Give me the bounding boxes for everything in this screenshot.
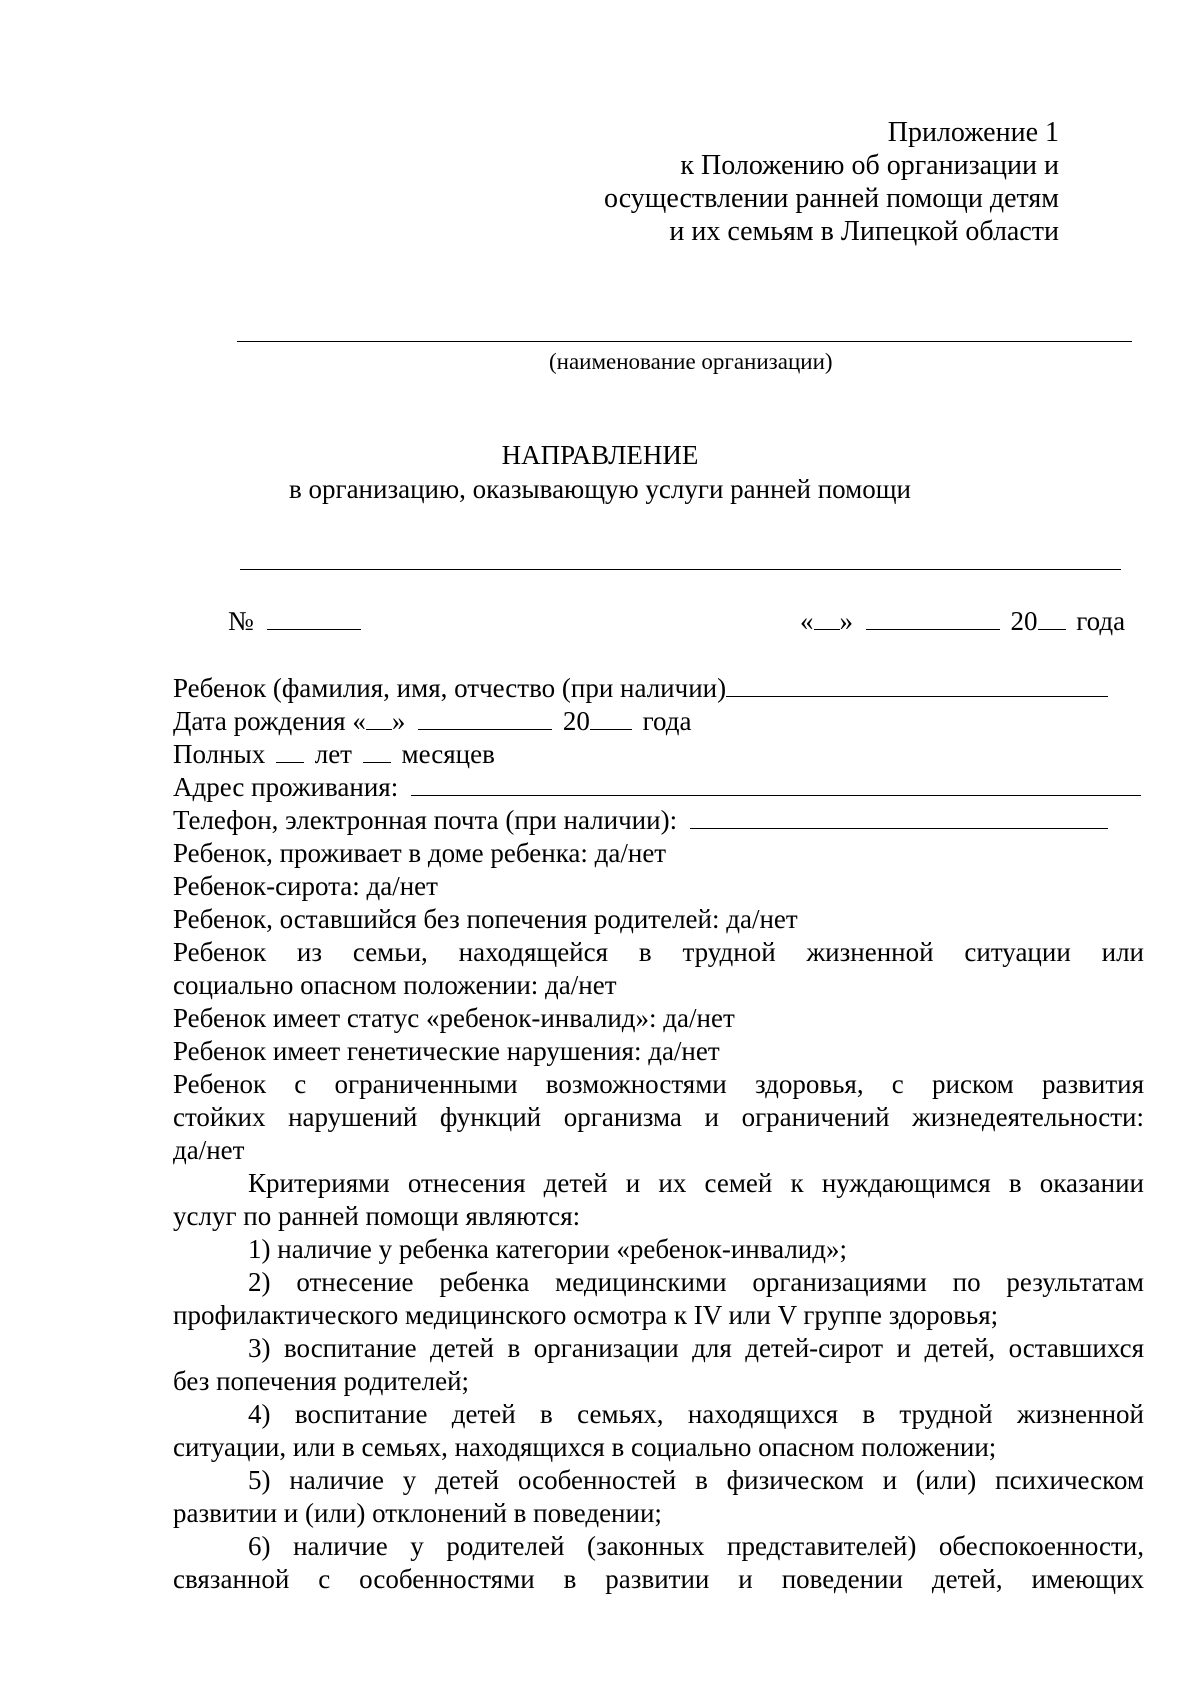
child-name-label: Ребенок (фамилия, имя, отчество (при наличии) <box>173 673 727 703</box>
birth-date-label: Дата рождения « <box>173 706 366 736</box>
appendix-line-4: и их семьям в Липецкой области <box>669 216 1059 247</box>
criterion-5-line-2: развитии и (или) отклонений в поведении; <box>173 1498 662 1528</box>
phone-blank <box>690 806 1108 829</box>
age-months-blank <box>363 740 391 763</box>
criterion-2-line-2: профилактического медицинского осмотра к IV или V группе здоровья; <box>173 1300 999 1330</box>
limited-line-3: да/нет <box>173 1135 245 1165</box>
separator-line <box>240 569 1121 570</box>
limited-line-1: Ребенок с ограниченными возможностями здоровья, с риском развития <box>173 1069 1144 1099</box>
criteria-intro-1: Критериями отнесения детей и их семей к нуждающимся в оказании <box>248 1168 1144 1198</box>
year-blank <box>1038 607 1066 630</box>
orphan-line: Ребенок-сирота: да/нет <box>173 871 438 901</box>
appendix-line-1: Приложение 1 <box>887 117 1059 148</box>
birth-date-line <box>173 705 1144 738</box>
phone-label: Телефон, электронная почта (при наличии): <box>173 805 678 835</box>
address-blank <box>411 773 1141 796</box>
birth-year-prefix: 20 <box>562 706 590 736</box>
birth-year-word: года <box>642 706 692 736</box>
birth-day-blank <box>366 707 392 730</box>
appendix-line-2: к Положению об организации и <box>680 150 1059 181</box>
age-line <box>173 738 1144 771</box>
appendix-line-3: осуществлении ранней помощи детям <box>604 183 1059 214</box>
date-year-prefix: 20 <box>1010 606 1038 636</box>
day-blank <box>814 607 840 630</box>
org-name-line <box>237 341 1132 342</box>
number-blank <box>267 607 361 630</box>
birth-year-blank <box>590 707 632 730</box>
date-year-word: года <box>1076 606 1126 636</box>
age-full-label: Полных <box>173 739 266 769</box>
criterion-2-line-1: 2) отнесение ребенка медицинскими организациями по результатам <box>248 1267 1144 1297</box>
document-title: НАПРАВЛЕНИЕ <box>501 440 699 470</box>
no-care-line: Ребенок, оставшийся без попечения родителей: да/нет <box>173 904 798 934</box>
address-line <box>173 771 1144 804</box>
criterion-6-line-1: 6) наличие у родителей (законных представителей) обеспокоенности, <box>248 1531 1144 1561</box>
org-name-caption: (наименование организации) <box>549 349 833 374</box>
number-field <box>228 606 361 637</box>
orphanage-line: Ребенок, проживает в доме ребенка: да/нет <box>173 838 667 868</box>
date-field <box>800 606 1125 637</box>
criterion-4-line-1: 4) воспитание детей в семьях, находящихся в трудной жизненной <box>248 1399 1144 1429</box>
limited-line-2: стойких нарушений функций организма и ограничений жизнедеятельности: <box>173 1102 1144 1132</box>
criteria-intro-2: услуг по ранней помощи являются: <box>173 1201 581 1231</box>
age-months-label: месяцев <box>401 739 495 769</box>
age-years-label: лет <box>314 739 352 769</box>
number-label: № <box>228 606 254 636</box>
phone-line <box>173 804 1144 837</box>
address-label: Адрес проживания: <box>173 772 399 802</box>
document-subtitle: в организацию, оказывающую услуги ранней помощи <box>289 474 911 504</box>
age-years-blank <box>276 740 304 763</box>
date-close-quote: » <box>839 606 853 636</box>
birth-month-blank <box>418 707 552 730</box>
criterion-5-line-1: 5) наличие у детей особенностей в физическом и (или) психическом <box>248 1465 1144 1495</box>
month-blank <box>866 607 1000 630</box>
criterion-4-line-2: ситуации, или в семьях, находящихся в социально опасном положении; <box>173 1432 997 1462</box>
genetic-line: Ребенок имеет генетические нарушения: да/нет <box>173 1036 720 1066</box>
child-name-blank <box>726 674 1108 697</box>
hard-life-line-2: социально опасном положении: да/нет <box>173 970 617 1000</box>
disabled-status-line: Ребенок имеет статус «ребенок-инвалид»: да/нет <box>173 1003 735 1033</box>
date-open-quote: « <box>800 606 814 636</box>
document-body <box>173 672 1144 1596</box>
hard-life-line-1: Ребенок из семьи, находящейся в трудной жизненной ситуации или <box>173 937 1144 967</box>
criterion-1: 1) наличие у ребенка категории «ребенок-инвалид»; <box>248 1234 847 1264</box>
child-name-line <box>173 672 1144 705</box>
birth-date-close: » <box>391 706 406 736</box>
criterion-3-line-1: 3) воспитание детей в организации для детей-сирот и детей, оставшихся <box>248 1333 1144 1363</box>
criterion-3-line-2: без попечения родителей; <box>173 1366 470 1396</box>
criterion-6-line-2: связанной с особенностями в развитии и поведении детей, имеющих <box>173 1564 1144 1594</box>
